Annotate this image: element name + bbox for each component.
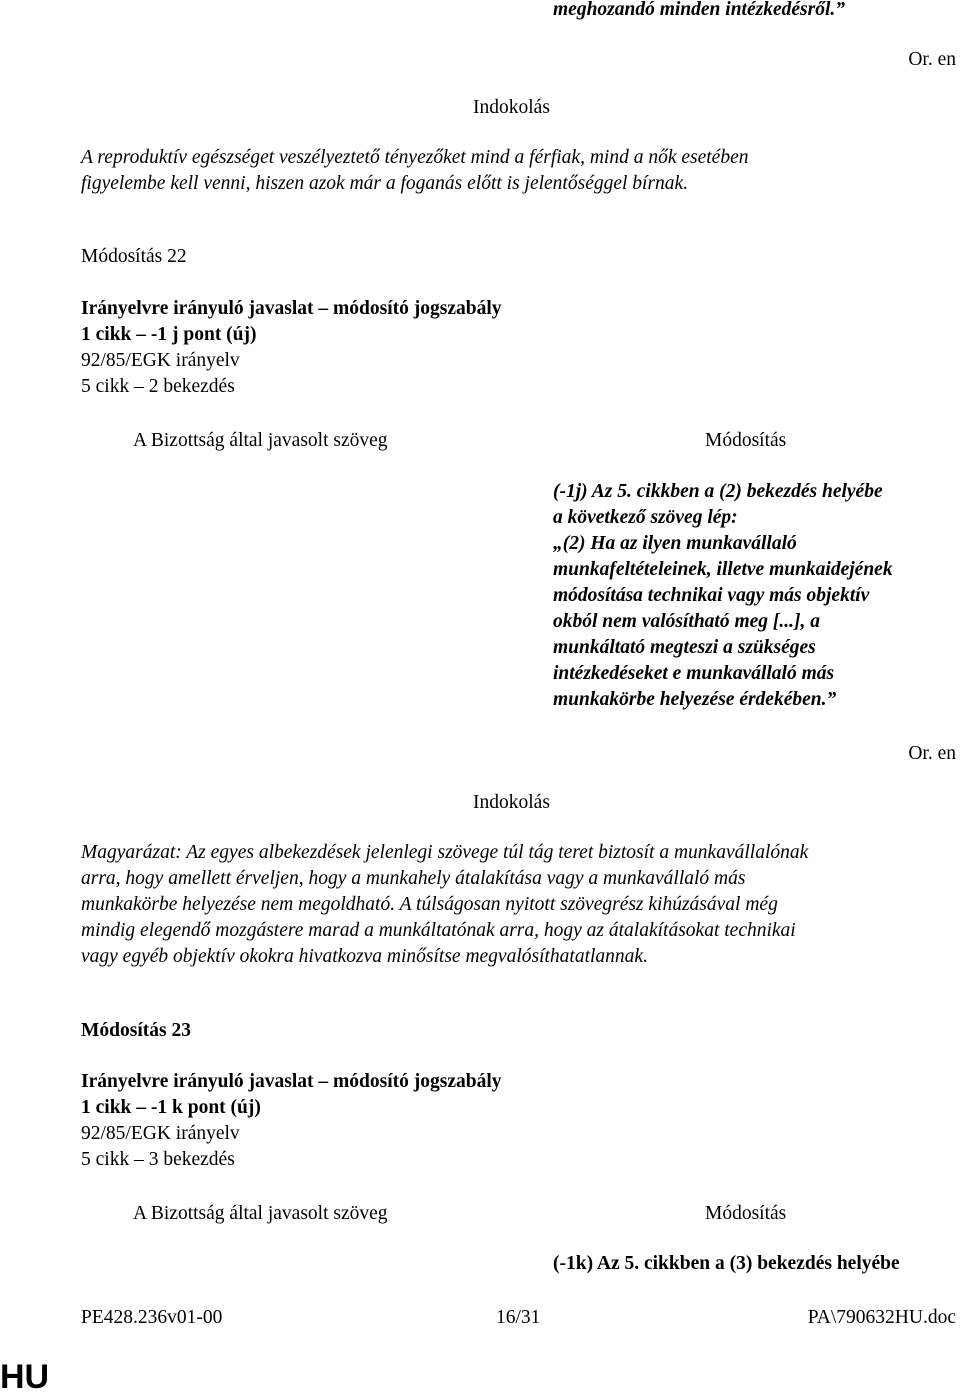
reference-line: 92/85/EGK irányelv <box>81 1123 240 1144</box>
reference-line: 1 cikk – -1 j pont (új) <box>81 324 257 345</box>
amendment-text-line: intézkedéseket e munkavállaló más <box>553 663 835 684</box>
continuation-text: meghozandó minden intézkedésről.” <box>553 0 845 20</box>
amendment-text-line: munkakörbe helyezése érdekében.” <box>553 689 837 710</box>
amendment-text <box>553 479 893 713</box>
reference-line: Irányelvre irányuló javaslat – módosító jogszabály <box>81 1071 502 1092</box>
language-code: HU <box>0 1358 50 1396</box>
original-language-label: Or. en <box>908 743 956 764</box>
amendment-text-line: „(2) Ha az ilyen munkavállaló <box>553 533 797 554</box>
reference-line: 92/85/EGK irányelv <box>81 350 240 371</box>
amendment-reference <box>81 1069 502 1173</box>
justification-text <box>81 840 808 970</box>
justification-line: munkakörbe helyezése nem megoldható. A túlságosan nyitott szövegrész kihúzásával még <box>81 894 778 915</box>
amendment-title: Módosítás 22 <box>81 246 187 267</box>
amendment-title: Módosítás 23 <box>81 1020 191 1041</box>
amendment-text-line: (-1j) Az 5. cikkben a (2) bekezdés helyébe <box>553 481 883 502</box>
commission-text-header: A Bizottság által javasolt szöveg <box>133 430 388 451</box>
reference-line: 5 cikk – 2 bekezdés <box>81 376 235 397</box>
footer-page-number: 16/31 <box>496 1307 541 1328</box>
reference-line: Irányelvre irányuló javaslat – módosító jogszabály <box>81 298 502 319</box>
reference-line: 5 cikk – 3 bekezdés <box>81 1149 235 1170</box>
amendment-text-line: módosítása technikai vagy más objektív <box>553 585 870 606</box>
amendment-text-line: a következő szöveg lép: <box>553 507 738 528</box>
justification-line: figyelembe kell venni, hiszen azok már a foganás előtt is jelentőséggel bírnak. <box>81 173 689 194</box>
footer-file-name: PA\790632HU.doc <box>807 1307 956 1328</box>
amendment-column-header: Módosítás <box>705 1203 787 1224</box>
justification-heading: Indokolás <box>473 97 550 118</box>
justification-text <box>81 145 748 197</box>
amendment-reference <box>81 296 502 400</box>
reference-line: 1 cikk – -1 k pont (új) <box>81 1097 261 1118</box>
amendment-column-header: Módosítás <box>705 430 787 451</box>
amendment-text-line: munkafeltételeinek, illetve munkaidejének <box>553 559 893 580</box>
amendment-text-line: munkáltató megteszi a szükséges <box>553 637 816 658</box>
amendment-text-line: okból nem valósítható meg [...], a <box>553 611 821 632</box>
footer-doc-ref: PE428.236v01-00 <box>81 1307 223 1328</box>
justification-line: A reproduktív egészséget veszélyeztető tényezőket mind a férfiak, mind a nők esetében <box>81 147 749 168</box>
commission-text-header: A Bizottság által javasolt szöveg <box>133 1203 388 1224</box>
justification-line: vagy egyéb objektív okokra hivatkozva minősítse megvalósíthatatlannak. <box>81 946 648 967</box>
justification-heading: Indokolás <box>473 792 550 813</box>
justification-line: Magyarázat: Az egyes albekezdések jelenlegi szövege túl tág teret biztosít a munkavállalónak <box>81 842 809 863</box>
amendment-text-line: (-1k) Az 5. cikkben a (3) bekezdés helyébe <box>553 1253 900 1274</box>
justification-line: arra, hogy amellett érveljen, hogy a munkahely átalakítása vagy a munkavállaló más <box>81 868 746 889</box>
original-language-label: Or. en <box>908 49 956 70</box>
justification-line: mindig elegendő mozgástere marad a munkáltatónak arra, hogy az átalakításokat technikai <box>81 920 796 941</box>
